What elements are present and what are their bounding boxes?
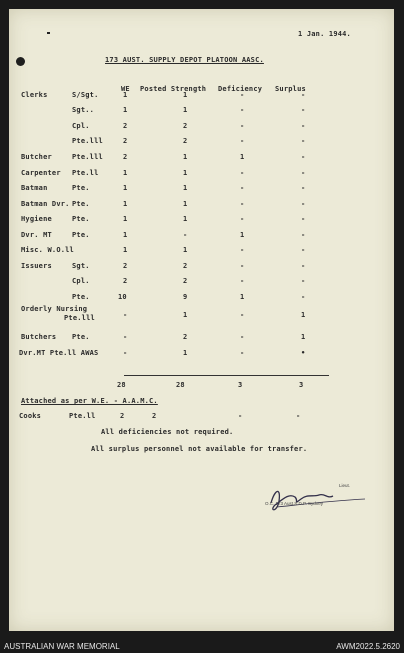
signature-stamp: O.C. 173 Aust.S.D.P. Sydney — [265, 501, 323, 506]
cell-trade: Butcher — [21, 153, 52, 161]
total-deficiency: 3 — [238, 381, 243, 389]
cell-def: 1 — [240, 293, 245, 301]
cell-posted: 2 — [183, 333, 188, 341]
cell-def: - — [240, 106, 245, 114]
header-posted-strength: Posted Strength — [140, 85, 207, 93]
cell-rank: Pte. — [72, 293, 90, 301]
cell-rank: Pte.lll — [72, 137, 103, 145]
attached-posted: 2 — [152, 412, 157, 420]
cell-def: - — [240, 277, 245, 285]
cell-posted: 9 — [183, 293, 188, 301]
cell-posted: 2 — [183, 277, 188, 285]
cell-def: - — [240, 311, 245, 319]
cell-rank: Pte. — [72, 184, 90, 192]
cell-def: - — [240, 246, 245, 254]
cell-posted: 1 — [183, 200, 188, 208]
cell-rank: Sgt. — [72, 262, 90, 270]
cell-we: 2 — [123, 137, 128, 145]
cell-rank: Cpl. — [72, 277, 90, 285]
note-deficiencies: All deficiencies not required. — [101, 428, 234, 436]
archive-footer — [0, 640, 404, 653]
cell-trade: Issuers — [21, 262, 52, 270]
cell-we: 2 — [123, 122, 128, 130]
cell-rank: Pte. — [72, 200, 90, 208]
footer-accession-number: AWM2022.5.2620 — [336, 642, 400, 651]
cell-we: 10 — [118, 293, 127, 301]
cell-def: - — [240, 169, 245, 177]
cell-sur: - — [301, 106, 306, 114]
cell-we: 1 — [123, 184, 128, 192]
note-surplus: All surplus personnel not available for transfer. — [91, 445, 308, 453]
cell-posted: - — [183, 231, 188, 239]
cell-we: 1 — [123, 91, 128, 99]
cell-def: - — [240, 137, 245, 145]
cell-def: - — [240, 349, 245, 357]
cell-rank: Pte. — [72, 231, 90, 239]
cell-trade: Hygiene — [21, 215, 52, 223]
cell-posted: 1 — [183, 184, 188, 192]
cell-def: - — [240, 215, 245, 223]
cell-rank: Pte. — [72, 215, 90, 223]
cell-we: 1 — [123, 246, 128, 254]
cell-trade: Orderly Nursing — [21, 305, 88, 313]
attached-surplus: - — [296, 412, 301, 420]
cell-sur: - — [301, 184, 306, 192]
cell-rank: Pte.lll — [64, 314, 95, 322]
cell-def: - — [240, 122, 245, 130]
attached-deficiency: - — [238, 412, 243, 420]
cell-posted: 2 — [183, 137, 188, 145]
header-deficiency: Deficiency — [218, 85, 263, 93]
cell-trade: Batman — [21, 184, 48, 192]
cell-we: 1 — [123, 106, 128, 114]
cell-sur: - — [301, 200, 306, 208]
cell-we: 1 — [123, 200, 128, 208]
attached-trade: Cooks — [19, 412, 42, 420]
cell-sur: - — [301, 293, 306, 301]
handwritten-signature — [267, 479, 377, 519]
cell-sur: - — [301, 153, 306, 161]
cell-rank: Sgt.. — [72, 106, 95, 114]
cell-sur: - — [301, 137, 306, 145]
cell-trade: Clerks — [21, 91, 48, 99]
total-we: 28 — [117, 381, 126, 389]
cell-sur: - — [301, 231, 306, 239]
cell-sur: • — [301, 349, 306, 357]
cell-sur: - — [301, 122, 306, 130]
cell-sur: - — [301, 215, 306, 223]
cell-trade: Butchers — [21, 333, 57, 341]
footer-institution: AUSTRALIAN WAR MEMORIAL — [4, 642, 120, 651]
cell-def: - — [240, 91, 245, 99]
attached-we: 2 — [120, 412, 125, 420]
cell-def: - — [240, 333, 245, 341]
cell-trade: Batman Dvr. — [21, 200, 70, 208]
attached-heading: Attached as per W.E. - A.A.M.C. — [21, 397, 158, 405]
cell-sur: 1 — [301, 333, 306, 341]
header-we: WE — [121, 85, 130, 93]
cell-sur: - — [301, 262, 306, 270]
cell-posted: 1 — [183, 311, 188, 319]
cell-we: - — [123, 311, 128, 319]
cell-rank: Pte. — [72, 333, 90, 341]
cell-trade: Carpenter — [21, 169, 61, 177]
attached-rank: Pte.ll — [69, 412, 96, 420]
document-title: 173 AUST. SUPPLY DEPOT PLATOON AASC. — [105, 56, 264, 64]
cell-sur: - — [301, 91, 306, 99]
cell-def: 1 — [240, 153, 245, 161]
cell-we: 1 — [123, 231, 128, 239]
cell-posted: 1 — [183, 169, 188, 177]
totals-rule — [124, 375, 329, 376]
cell-sur: - — [301, 277, 306, 285]
cell-we: 1 — [123, 215, 128, 223]
document-date: 1 Jan. 1944. — [298, 30, 351, 38]
cell-rank: S/Sgt. — [72, 91, 99, 99]
cell-we: 2 — [123, 262, 128, 270]
cell-def: - — [240, 200, 245, 208]
total-surplus: 3 — [299, 381, 304, 389]
cell-posted: 1 — [183, 106, 188, 114]
signature-rank: Lieut. — [339, 483, 351, 488]
cell-posted: 1 — [183, 153, 188, 161]
ink-mark — [47, 32, 50, 34]
cell-posted: 2 — [183, 262, 188, 270]
cell-we: - — [123, 333, 128, 341]
document-sheet — [9, 9, 394, 631]
cell-rank: Pte.lll — [72, 153, 103, 161]
cell-we: - — [123, 349, 128, 357]
cell-we: 2 — [123, 153, 128, 161]
cell-trade: Dvr.MT Pte.ll AWAS — [19, 349, 99, 357]
cell-posted: 1 — [183, 246, 188, 254]
cell-trade: Misc. W.O.ll — [21, 246, 74, 254]
cell-rank: Pte.ll — [72, 169, 99, 177]
cell-posted: 2 — [183, 122, 188, 130]
cell-sur: - — [301, 169, 306, 177]
cell-def: - — [240, 184, 245, 192]
punch-hole — [16, 57, 25, 66]
total-posted: 28 — [176, 381, 185, 389]
cell-posted: 1 — [183, 215, 188, 223]
cell-we: 1 — [123, 169, 128, 177]
cell-trade: Dvr. MT — [21, 231, 52, 239]
cell-def: - — [240, 262, 245, 270]
header-surplus: Surplus — [275, 85, 306, 93]
cell-sur: - — [301, 246, 306, 254]
cell-def: 1 — [240, 231, 245, 239]
cell-posted: 1 — [183, 91, 188, 99]
cell-sur: 1 — [301, 311, 306, 319]
cell-we: 2 — [123, 277, 128, 285]
cell-rank: Cpl. — [72, 122, 90, 130]
cell-posted: 1 — [183, 349, 188, 357]
